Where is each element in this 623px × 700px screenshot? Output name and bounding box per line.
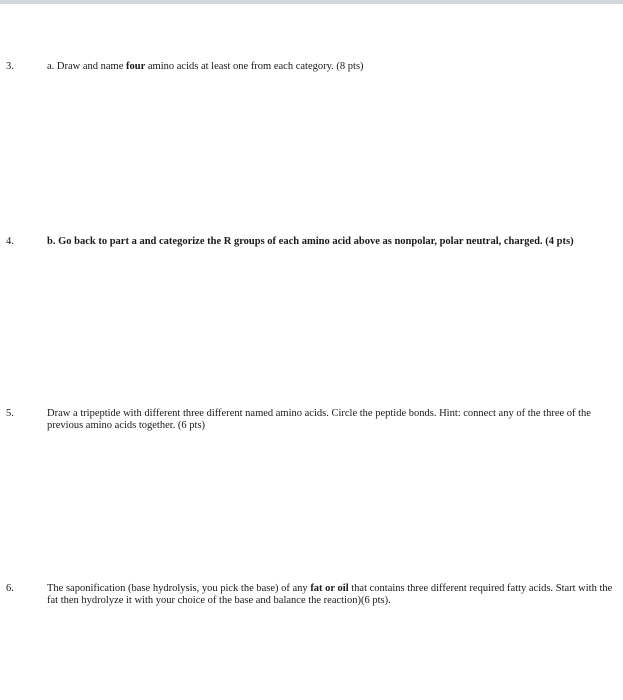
question-text — [47, 236, 613, 248]
question-text — [47, 408, 613, 432]
top-border-bar — [0, 0, 623, 4]
question-text-segment: that contains three different required fatty acids. Start with the fat then hydrolyze it with your choice of the base and balance the reaction)(6 pts). — [47, 583, 613, 606]
question-number: 4. — [6, 236, 14, 247]
question-text-segment: b. Go back to part a and categorize the R groups of each amino acid above as nonpolar, polar neutral, charged. (4 pts) — [47, 236, 574, 247]
question-text-emphasis: four — [126, 61, 146, 72]
question-text-emphasis: fat or oil — [310, 583, 349, 594]
question-text-segment: a. Draw and name — [47, 61, 127, 72]
question-text — [47, 583, 613, 607]
question-number: 5. — [6, 408, 14, 419]
question-number: 6. — [6, 583, 14, 594]
question-text-segment: Draw a tripeptide with different three different named amino acids. Circle the peptide bonds. Hint: connect any of the three of the previous amino acids together. (6 pts) — [47, 408, 591, 431]
question-text — [47, 61, 613, 73]
question-text-segment: amino acids at least one from each category. (8 pts) — [145, 61, 364, 72]
question-text-segment: The saponification (base hydrolysis, you pick the base) of any — [47, 583, 311, 594]
question-number: 3. — [6, 61, 14, 72]
